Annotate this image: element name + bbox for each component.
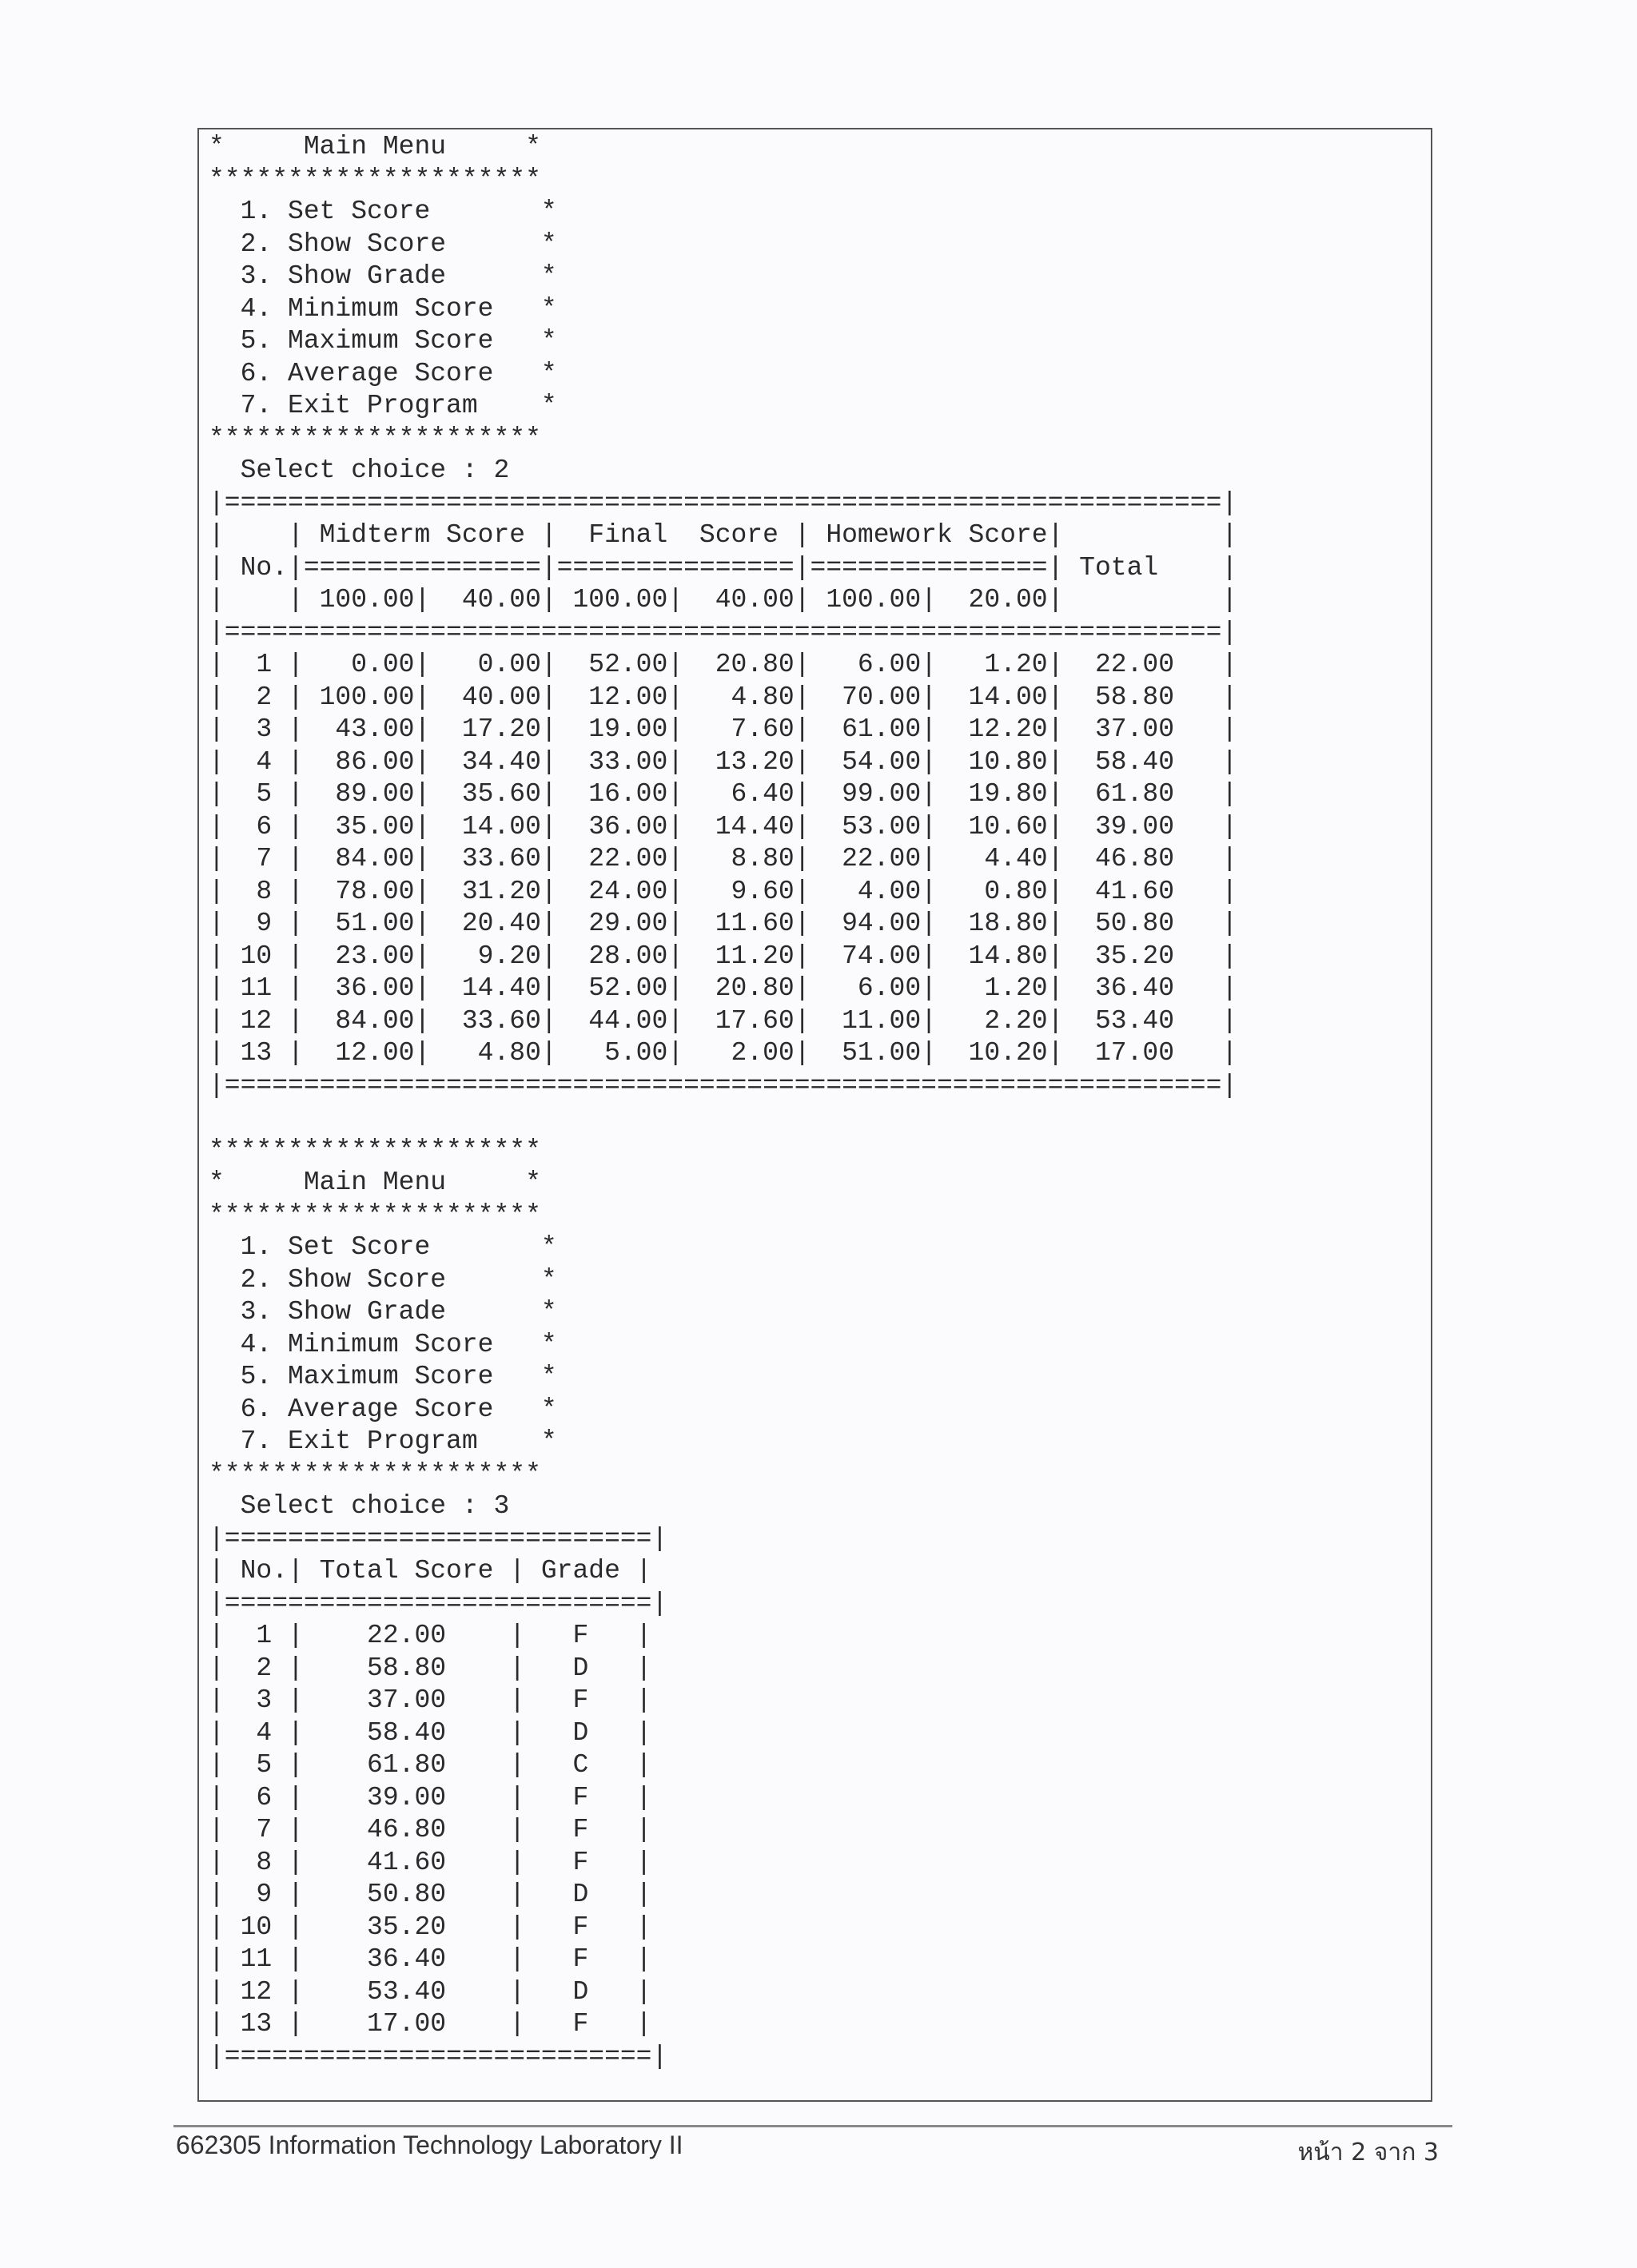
console-line: | 1 | 22.00 | F | bbox=[209, 1621, 652, 1650]
console-line: | 8 | 78.00| 31.20| 24.00| 9.60| 4.00| 0.80| 41.60 | bbox=[209, 876, 1238, 906]
console-line: | 5 | 89.00| 35.60| 16.00| 6.40| 99.00| 19.80| 61.80 | bbox=[209, 779, 1238, 809]
console-line: 6. Average Score * bbox=[209, 1394, 557, 1424]
console-line: | | 100.00| 40.00| 100.00| 40.00| 100.00| 20.00| | bbox=[209, 585, 1238, 615]
console-line: | 4 | 58.40 | D | bbox=[209, 1717, 652, 1748]
console-line: ********************* bbox=[209, 423, 541, 453]
console-line: | 6 | 39.00 | F | bbox=[209, 1782, 652, 1812]
console-line: | 7 | 46.80 | F | bbox=[209, 1815, 652, 1844]
console-line: | 8 | 41.60 | F | bbox=[209, 1847, 652, 1877]
console-line: 5. Maximum Score * bbox=[209, 326, 557, 356]
console-line: | 12 | 53.40 | D | bbox=[209, 1976, 652, 2007]
console-line: 1. Set Score * bbox=[209, 197, 557, 226]
console-line: | 13 | 17.00 | F | bbox=[209, 2009, 652, 2039]
console-line: | 10 | 35.20 | F | bbox=[209, 1912, 652, 1942]
console-line: | 2 | 100.00| 40.00| 12.00| 4.80| 70.00| 14.00| 58.80 | bbox=[209, 682, 1238, 712]
console-line: 2. Show Score * bbox=[209, 1264, 557, 1295]
console-line: 3. Show Grade * bbox=[209, 1297, 557, 1327]
console-line: 2. Show Score * bbox=[209, 229, 557, 259]
console-line: ********************* bbox=[209, 1200, 541, 1230]
console-line: | 2 | 58.80 | D | bbox=[209, 1653, 652, 1683]
console-line: Select choice : 3 bbox=[209, 1491, 510, 1521]
console-line: 5. Maximum Score * bbox=[209, 1362, 557, 1391]
console-line: ********************* bbox=[209, 164, 541, 194]
console-line: | 3 | 43.00| 17.20| 19.00| 7.60| 61.00| 12.20| 37.00 | bbox=[209, 714, 1238, 744]
console-line: |===========================| bbox=[209, 1588, 668, 1618]
console-line: | 4 | 86.00| 34.40| 33.00| 13.20| 54.00| 10.80| 58.40 | bbox=[209, 746, 1238, 777]
console-line: |===============================================================| bbox=[209, 617, 1238, 647]
console-line: | 3 | 37.00 | F | bbox=[209, 1685, 652, 1715]
footer-page-number: หน้า 2 จาก 3 bbox=[1297, 2139, 1439, 2167]
console-line: | 6 | 35.00| 14.00| 36.00| 14.40| 53.00| 10.60| 39.00 | bbox=[209, 811, 1238, 842]
console-line: 3. Show Grade * bbox=[209, 261, 557, 291]
console-line: | No.|===============|===============|===============| Total | bbox=[209, 552, 1238, 583]
console-line: | 13 | 12.00| 4.80| 5.00| 2.00| 51.00| 10.20| 17.00 | bbox=[209, 1038, 1238, 1068]
console-line: | 12 | 84.00| 33.60| 44.00| 17.60| 11.00| 2.20| 53.40 | bbox=[209, 1005, 1238, 1036]
console-output bbox=[209, 131, 1237, 2073]
console-line: | 11 | 36.40 | F | bbox=[209, 1944, 652, 1974]
console-line: | 11 | 36.00| 14.40| 52.00| 20.80| 6.00| 1.20| 36.40 | bbox=[209, 973, 1238, 1003]
console-line: 4. Minimum Score * bbox=[209, 293, 557, 324]
footer-course-title: 662305 Information Technology Laboratory II bbox=[176, 2131, 683, 2159]
console-line: * Main Menu * bbox=[209, 132, 541, 161]
console-line: | 7 | 84.00| 33.60| 22.00| 8.80| 22.00| 4.40| 46.80 | bbox=[209, 844, 1238, 873]
console-line: |===========================| bbox=[209, 1523, 668, 1554]
console-line: 7. Exit Program * bbox=[209, 391, 557, 420]
console-line: | 1 | 0.00| 0.00| 52.00| 20.80| 6.00| 1.20| 22.00 | bbox=[209, 650, 1238, 679]
console-line: * Main Menu * bbox=[209, 1168, 541, 1197]
console-line: | 9 | 51.00| 20.40| 29.00| 11.60| 94.00| 18.80| 50.80 | bbox=[209, 909, 1238, 938]
footer-rule bbox=[173, 2125, 1452, 2127]
console-line: | 9 | 50.80 | D | bbox=[209, 1880, 652, 1909]
console-line: | 5 | 61.80 | C | bbox=[209, 1750, 652, 1780]
console-line: |===============================================================| bbox=[209, 487, 1238, 518]
console-line: 7. Exit Program * bbox=[209, 1426, 557, 1456]
console-line: ********************* bbox=[209, 1458, 541, 1489]
console-line: |===========================| bbox=[209, 2041, 668, 2071]
console-line: |===============================================================| bbox=[209, 1070, 1238, 1100]
console-line: Select choice : 2 bbox=[209, 456, 510, 485]
console-line: 1. Set Score * bbox=[209, 1232, 557, 1262]
console-line: | No.| Total Score | Grade | bbox=[209, 1556, 652, 1586]
console-line: | | Midterm Score | Final Score | Homework Score| | bbox=[209, 520, 1238, 550]
console-line: 4. Minimum Score * bbox=[209, 1329, 557, 1359]
console-line: 6. Average Score * bbox=[209, 358, 557, 388]
console-output-frame bbox=[197, 128, 1432, 2102]
console-line: ********************* bbox=[209, 1135, 541, 1165]
console-line: | 10 | 23.00| 9.20| 28.00| 11.20| 74.00| 14.80| 35.20 | bbox=[209, 941, 1238, 971]
